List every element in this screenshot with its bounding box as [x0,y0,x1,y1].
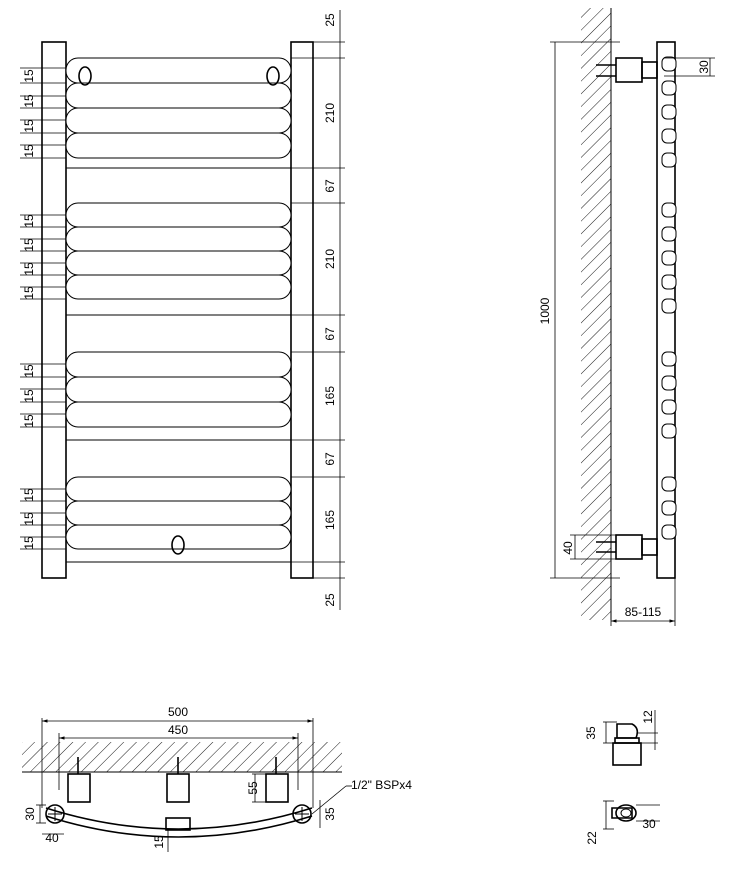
group-gap-label: 210 [323,102,337,124]
heating-bar [66,525,291,549]
heating-bar [66,275,291,299]
spacing-label: 15 [22,488,36,502]
fins [662,57,676,539]
centres-label: 450 [167,723,189,737]
spacing-label: 15 [22,286,36,300]
left-depth-label: 40 [45,831,59,845]
spacing-label: 15 [22,414,36,428]
heating-bar [66,402,291,427]
spacing-label: 15 [22,94,36,108]
spacer-gap-label: 67 [323,179,337,193]
group-gap-label: 165 [323,509,337,531]
spacer-gap-label: 67 [323,327,337,341]
plan-view [22,705,412,852]
wall-hatch [581,8,611,620]
valve-depth-label: 22 [585,831,599,845]
left-offset-label: 30 [23,807,37,821]
end-gap-label: 25 [323,593,337,607]
bottom-label: 15 [152,835,166,849]
heating-bar [66,133,291,158]
bar-group-3 [66,352,291,440]
spacing-label: 15 [22,214,36,228]
spacing-label: 15 [22,389,36,403]
spacing-label: 15 [22,238,36,252]
right-gap-labels [323,13,337,607]
bracket-height-label: 55 [246,781,260,795]
wall-offset-label: 85-115 [624,605,662,619]
heating-bar [66,203,291,227]
heating-bar [66,108,291,133]
group-gap-label: 165 [323,385,337,407]
bar-group-1 [66,58,291,168]
heating-bar [66,477,291,501]
height-label: 1000 [538,297,552,325]
spacing-label: 15 [22,364,36,378]
bottom-bracket-label: 40 [561,541,575,555]
front-view [20,10,345,610]
valve-detail [584,710,660,845]
spacing-label: 15 [22,144,36,158]
spacing-label: 15 [22,119,36,133]
valve-width-label: 30 [642,817,656,831]
connection-label: 1/2" BSPx4 [351,778,412,792]
top-bracket-label: 30 [697,60,711,74]
heating-bar [66,501,291,525]
heating-bar [66,251,291,275]
plan-wall-hatch [22,742,342,772]
valve-right-icon [293,805,311,823]
heating-bar [66,58,291,83]
bar-group-4 [66,477,291,562]
left-spacing-dimensions [20,68,66,549]
heating-bar [66,377,291,402]
overall-width-label: 500 [167,705,189,719]
bar-group-2 [66,203,291,315]
side-view [538,8,715,626]
spacer-gap-label: 67 [323,452,337,466]
heating-bar [66,352,291,377]
heating-bar [66,83,291,108]
side-dimensions [550,42,715,626]
spacing-label: 15 [22,262,36,276]
plan-small-dimensions [36,774,352,852]
spacing-label: 15 [22,69,36,83]
heating-bar [66,227,291,251]
spacing-label: 15 [22,512,36,526]
group-gap-label: 210 [323,248,337,270]
spacing-label: 15 [22,536,36,550]
right-rail [291,42,313,578]
valve-side-label: 35 [584,726,598,740]
valve-left-icon [46,805,64,823]
right-depth-label: 35 [323,807,337,821]
valve-top-label: 12 [641,710,655,724]
left-spacing-labels [22,69,36,550]
left-rail [42,42,66,578]
end-gap-label: 25 [323,13,337,27]
